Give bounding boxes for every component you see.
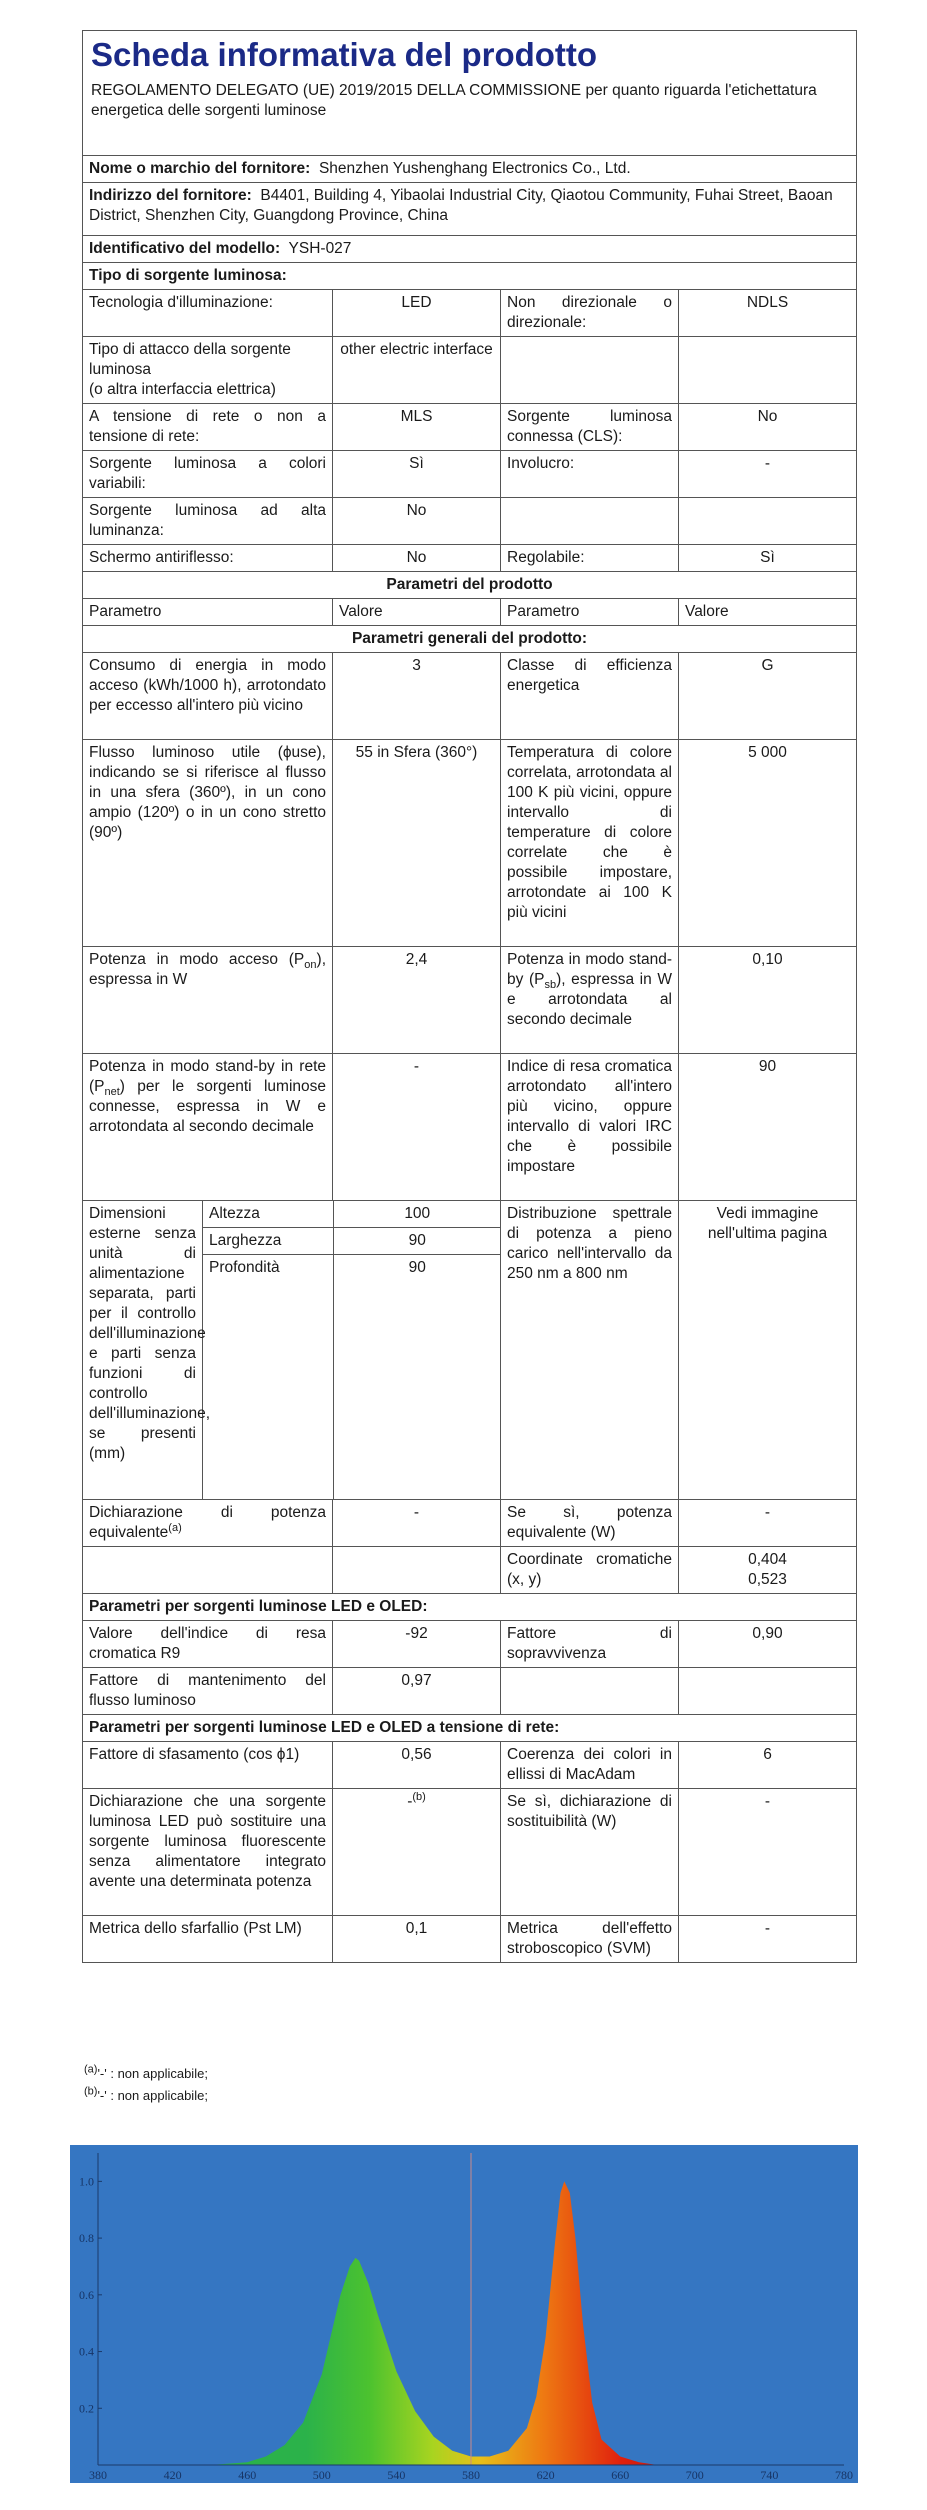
param-row	[83, 1054, 857, 1201]
spectral-distribution-chart	[70, 2145, 858, 2483]
param-label: Se sì, potenza equivalente (W)	[501, 1500, 679, 1547]
dimension-label: Profondità	[203, 1255, 333, 1500]
param-label: Potenza in modo stand-by in rete $(P_{net})$ per le sorgenti luminose connesse, espressa in W e arrotondata al secondo decimale	[83, 1054, 333, 1201]
param-label: Consumo di energia in modo acceso (kWh/1000 h), arrotondato per eccesso all'intero più vicino	[83, 653, 333, 740]
x-tick-label: 620	[536, 2468, 555, 2482]
param-label: Fattore di sopravvivenza	[501, 1621, 679, 1668]
col-header-value: Valore	[333, 599, 501, 626]
x-tick-label: 380	[89, 2468, 107, 2482]
param-value: -	[679, 1500, 857, 1547]
param-label: Potenza in modo acceso $(P_{on})$, espressa in W	[83, 947, 333, 1054]
x-tick-label: 780	[835, 2468, 853, 2482]
source-label	[501, 337, 679, 404]
param-label: Metrica dell'effetto stroboscopico (SVM)	[501, 1916, 679, 1963]
source-label: A tensione di rete o non a tensione di rete:	[83, 404, 333, 451]
footnotes	[84, 2063, 208, 2107]
address-value: B4401, Building 4, Yibaolai Industrial City, Qiaotou Community, Fuhai Street, Baoan District, Shenzhen City, Guangdong Province, China	[89, 187, 833, 224]
col-header-value: Valore	[679, 599, 857, 626]
footnote: $^{(b)}$'-' : non applicabile;	[84, 2085, 208, 2103]
x-tick-label: 500	[312, 2468, 331, 2482]
footnote: $^{(a)}$'-' : non applicabile;	[84, 2063, 208, 2081]
source-label: Tipo di attacco della sorgente luminosa (o altra interfaccia elettrica)	[83, 337, 333, 404]
params-heading-row	[83, 572, 857, 599]
param-row	[83, 740, 857, 947]
regulation-text: REGOLAMENTO DELEGATO (UE) 2019/2015 DELLA COMMISSIONE per quanto riguarda l'etichettatura energetica delle sorgenti luminose	[91, 82, 817, 119]
model-row	[83, 236, 857, 263]
source-type-heading: Tipo di sorgente luminosa:	[83, 263, 857, 290]
param-value: 2,4	[333, 947, 501, 1054]
param-row	[83, 1500, 857, 1547]
param-row	[83, 653, 857, 740]
param-row	[83, 1742, 857, 1789]
address-label: Indirizzo del fornitore:	[89, 187, 252, 204]
dimension-label: Larghezza	[203, 1228, 333, 1255]
source-value: No	[333, 498, 501, 545]
param-value: -	[679, 1916, 857, 1963]
x-tick-label: 700	[685, 2468, 704, 2482]
param-value: 55 in Sfera (360°)	[333, 740, 501, 947]
param-value: 0,90	[679, 1621, 857, 1668]
param-label: Se sì, dichiarazione di sostituibilità (W)	[501, 1789, 679, 1916]
param-row	[83, 1668, 857, 1715]
y-tick-label: 0.6	[79, 2287, 94, 2302]
param-value: 0,1	[333, 1916, 501, 1963]
source-type-heading-row	[83, 263, 857, 290]
supplier-row	[83, 156, 857, 183]
param-label: Metrica dello sfarfallio (Pst LM)	[83, 1916, 333, 1963]
param-value: 6	[679, 1742, 857, 1789]
supplier-label: Nome o marchio del fornitore:	[89, 160, 311, 177]
param-label: Dichiarazione di potenza equivalente$^{(a)}$	[83, 1500, 333, 1547]
x-tick-label: 460	[238, 2468, 257, 2482]
source-value: LED	[333, 290, 501, 337]
y-tick-label: 0.2	[79, 2401, 94, 2416]
source-value: NDLS	[679, 290, 857, 337]
param-label: Fattore di mantenimento del flusso luminoso	[83, 1668, 333, 1715]
param-label: Distribuzione spettrale di potenza a pieno carico nell'intervallo da 250 nm a 800 nm	[501, 1201, 679, 1500]
source-label: Tecnologia d'illuminazione:	[83, 290, 333, 337]
param-row	[83, 947, 857, 1054]
param-label: Coordinate cromatiche (x, y)	[501, 1547, 679, 1594]
source-value: MLS	[333, 404, 501, 451]
param-value: Vedi immagine nell'ultima pagina	[679, 1201, 857, 1500]
param-label: Dichiarazione che una sorgente luminosa LED può sostituire una sorgente luminosa fluorescente senza alimentatore integrato avente una determinata potenza	[83, 1789, 333, 1916]
source-label: Regolabile:	[501, 545, 679, 572]
source-row	[83, 404, 857, 451]
param-row	[83, 1547, 857, 1594]
mls-heading-row	[83, 1715, 857, 1742]
param-value: -92	[333, 1621, 501, 1668]
param-label: Flusso luminoso utile (ϕuse), indicando se si riferisce al flusso in una sfera (360º), in un cono ampio (120º) o in un cono stretto (90º)	[83, 740, 333, 947]
params-heading: Parametri del prodotto	[83, 572, 857, 599]
x-tick-label: 660	[611, 2468, 630, 2482]
dimension-value: 90	[333, 1255, 501, 1500]
param-label	[501, 1668, 679, 1715]
source-row	[83, 498, 857, 545]
param-value: G	[679, 653, 857, 740]
source-row	[83, 337, 857, 404]
param-value: -$^{(b)}$	[333, 1789, 501, 1916]
x-tick-label: 740	[760, 2468, 779, 2482]
supplier-value: Shenzhen Yushenghang Electronics Co., Ltd.	[318, 160, 631, 177]
column-header-row	[83, 599, 857, 626]
source-label	[501, 498, 679, 545]
col-header-parameter: Parametro	[501, 599, 679, 626]
model-label: Identificativo del modello:	[89, 240, 281, 257]
param-label: Temperatura di colore correlata, arrotondata al 100 K più vicini, oppure intervallo di temperature di colore correlate che è possibile impostare, arrotondate ai 100 K più vicini	[501, 740, 679, 947]
dimension-value: 100	[333, 1201, 501, 1228]
param-value: 0,10	[679, 947, 857, 1054]
y-tick-label: 1.0	[79, 2174, 94, 2189]
x-tick-label: 540	[387, 2468, 406, 2482]
source-value: Sì	[333, 451, 501, 498]
param-value: -	[333, 1054, 501, 1201]
y-tick-label: 0.8	[79, 2231, 94, 2246]
col-header-parameter: Parametro	[83, 599, 333, 626]
address-row	[83, 183, 857, 236]
source-row	[83, 290, 857, 337]
param-value: -	[679, 1789, 857, 1916]
param-label: Dimensioni esterne senza unità di alimentazione separata, parti per il controllo dell'illuminazione e parti senza funzioni di controllo dell'illuminazione, se presenti (mm)	[83, 1201, 203, 1500]
param-row	[83, 1789, 857, 1916]
param-label: Classe di efficienza energetica	[501, 653, 679, 740]
y-tick-label: 0.4	[79, 2344, 94, 2359]
source-label: Non direzionale o direzionale:	[501, 290, 679, 337]
dimensions-row	[83, 1201, 857, 1500]
param-label: Valore dell'indice di resa cromatica R9	[83, 1621, 333, 1668]
source-label: Sorgente luminosa ad alta luminanza:	[83, 498, 333, 545]
param-label: Fattore di sfasamento (cos ϕ1)	[83, 1742, 333, 1789]
source-label: Sorgente luminosa connessa (CLS):	[501, 404, 679, 451]
source-label: Sorgente luminosa a colori variabili:	[83, 451, 333, 498]
title-row	[83, 31, 857, 156]
param-value: 90	[679, 1054, 857, 1201]
param-value: 0,56	[333, 1742, 501, 1789]
x-tick-label: 580	[462, 2468, 480, 2482]
param-value: 0,404 0,523	[679, 1547, 857, 1594]
param-label: Indice di resa cromatica arrotondato all'intero più vicino, oppure intervallo di valori IRC che è possibile impostare	[501, 1054, 679, 1201]
param-row	[83, 1621, 857, 1668]
source-row	[83, 451, 857, 498]
source-value: Sì	[679, 545, 857, 572]
general-heading-row	[83, 626, 857, 653]
source-row	[83, 545, 857, 572]
source-value	[679, 498, 857, 545]
source-value: No	[333, 545, 501, 572]
page-title: Scheda informativa del prodotto	[91, 36, 598, 73]
product-info-sheet	[82, 30, 856, 1963]
param-value	[679, 1668, 857, 1715]
source-label: Involucro:	[501, 451, 679, 498]
param-value: 0,97	[333, 1668, 501, 1715]
info-table	[82, 30, 857, 1963]
param-value: 3	[333, 653, 501, 740]
general-heading: Parametri generali del prodotto:	[83, 626, 857, 653]
source-value: No	[679, 404, 857, 451]
chart-background	[70, 2145, 858, 2483]
dimension-label: Altezza	[203, 1201, 333, 1228]
x-tick-label: 420	[163, 2468, 182, 2482]
param-value: 5 000	[679, 740, 857, 947]
mls-heading: Parametri per sorgenti luminose LED e OLED a tensione di rete:	[83, 1715, 857, 1742]
led-heading-row	[83, 1594, 857, 1621]
dimension-value: 90	[333, 1228, 501, 1255]
dimensions-table	[203, 1201, 501, 1499]
source-value	[679, 337, 857, 404]
param-label: Potenza in modo stand-by $(P_{sb})$, espressa in W e arrotondata al secondo decimale	[501, 947, 679, 1054]
param-value: -	[333, 1500, 501, 1547]
led-heading: Parametri per sorgenti luminose LED e OLED:	[83, 1594, 857, 1621]
source-value: -	[679, 451, 857, 498]
source-value: other electric interface	[333, 337, 501, 404]
param-row	[83, 1916, 857, 1963]
param-label: Coerenza dei colori in ellissi di MacAdam	[501, 1742, 679, 1789]
model-value: YSH-027	[288, 240, 352, 257]
source-label: Schermo antiriflesso:	[83, 545, 333, 572]
